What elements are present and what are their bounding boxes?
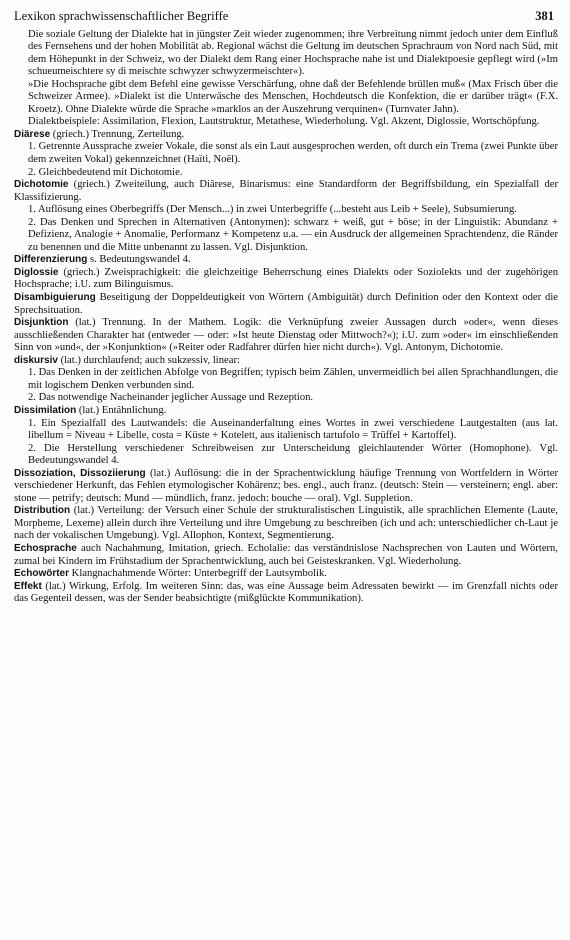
- lexicon-entry: [14, 568, 558, 581]
- entry-definition: [14, 505, 558, 543]
- entry-definition: [14, 581, 558, 606]
- entry-headword: Disambiguierung: [14, 292, 96, 304]
- entry-list: [14, 129, 558, 606]
- lexicon-entry: [14, 405, 558, 468]
- entry-text: (griech.) Trennung, Zerteilung.: [52, 128, 185, 140]
- entry-subparagraph: 2. Das Denken und Sprechen in Alternativen (Antonymen): schwarz + weiß, gut + böse; in der Linguistik: Abundanz + Defizienz, Analogie + Anomalie, Performanz + Kompetenz u.a. — ein Ausdruck der allgemeinen Sprachtendenz, die Ränder zu benennen und die Mitte unbenannt zu lassen. Vgl. Disjunktion.: [28, 216, 558, 253]
- page-header: [14, 10, 558, 23]
- entry-subparagraph: 1. Getrennte Aussprache zweier Vokale, die sonst als ein Laut ausgesprochen werden, oft durch ein Trema (zwei Punkte über dem zweiten Vokal) gekennzeichnet (Haïti, Noël).: [28, 141, 558, 166]
- continuation-block: [14, 29, 558, 129]
- entry-headword: Diärese: [14, 128, 51, 140]
- lexicon-entry: [14, 317, 558, 355]
- lexicon-entry: [14, 129, 558, 179]
- entry-headword: Echowörter: [14, 568, 70, 580]
- page-number: 381: [535, 9, 554, 23]
- entry-definition: [14, 129, 558, 142]
- lexicon-entry: [14, 543, 558, 568]
- entry-text: (griech.) Zweiteilung, auch Diärese, Binarismus: eine Standardform der Begriffsbildung, ein Spezialfall der Klassifizierung.: [14, 179, 558, 203]
- entry-subparagraph: 1. Auflösung eines Oberbegriffs (Der Mensch...) in zwei Unterbegriffe (...besteht aus Leib + Seele), Subsumierung.: [28, 204, 517, 216]
- lexicon-entry: [14, 355, 558, 405]
- lexicon-entry: [14, 267, 558, 292]
- entry-headword: Distribution: [14, 505, 71, 517]
- entry-definition: [14, 267, 558, 292]
- lexicon-entry: [14, 292, 558, 317]
- continuation-paragraph: Dialektbeispiele: Assimilation, Flexion, Lautstruktur, Metathese, Wiederholung. Vgl. Akzent, Diglossie, Wortschöpfung.: [28, 116, 540, 128]
- entry-definition: [14, 543, 558, 568]
- entry-text: (lat.) durchlaufend; auch sukzessiv, linear:: [60, 354, 240, 366]
- entry-headword: Dissoziation, Dissoziierung: [14, 467, 146, 479]
- entry-definition: [14, 468, 558, 506]
- lexicon-entry: [14, 468, 558, 506]
- entry-headword: Dichotomie: [14, 179, 69, 191]
- entry-headword: Disjunktion: [14, 317, 69, 329]
- entry-text: Klangnachahmende Wörter: Unterbegriff der Lautsymbolik.: [71, 568, 327, 580]
- entry-definition: [14, 292, 558, 317]
- continuation-paragraph: »Die Hochsprache gibt dem Befehl eine gewisse Verschärfung, ohne daß der Befehlende brüllen muß« (Max Frisch über die Schweizer Armee). »Dialekt ist die Unterwäsche des Menschen, Hochdeutsch die Konfektion, die er darüber trägt« (F.X. Kroetz). Ohne Dialekte würde die Sprache »marklos an der Auszehrung verquinen« (Turnvater Jahn).: [28, 78, 558, 115]
- entry-headword: diskursiv: [14, 354, 58, 366]
- entry-text: (griech.) Zweisprachigkeit: die gleichzeitige Beherrschung eines Dialekts oder Soziolekts und der zugehörigen Hochsprache; i.U. zum Bilinguismus.: [14, 266, 558, 291]
- running-title: Lexikon sprachwissenschaftlicher Begriffe: [14, 9, 229, 23]
- entry-definition: [14, 405, 558, 418]
- entry-definition: [14, 254, 558, 267]
- entry-subparagraph: 1. Ein Spezialfall des Lautwandels: die Auseinanderfaltung eines Wortes in zwei verschiedene Lautgestalten (aus lat. libellum = Niveau + Libelle, costa = Küste + Kotelett, aus italienisch tartufolo = Trüffel + Kartoffel).: [28, 417, 558, 442]
- entry-text: s. Bedeutungswandel 4.: [90, 254, 191, 266]
- entry-text: (lat.) Auflösung: die in der Sprachentwicklung häufige Trennung von Wortfeldern in Wörter verschiedener Herkunft, das Fehlen etymologischer Kohärenz; bes. engl., auch franz. (deutsch: Stein — versteinern; engl. aber: stone — petrify; deutsch: Mund — mündlich, franz. jedoch: bouche — oral). Vgl. Suppletion.: [14, 467, 558, 504]
- entry-subparagraph: 2. Das notwendige Nacheinander jeglicher Aussage und Rezeption.: [28, 392, 314, 404]
- entry-subparagraph: 2. Die Herstellung verschiedener Schreibweisen zur Unterscheidung gleichlautender Wörter (Homophone). Vgl. Bedeutungswandel 4.: [28, 442, 558, 467]
- entry-headword: Echosprache: [14, 542, 77, 554]
- entry-text: Beseitigung der Doppeldeutigkeit von Wörtern (Ambiguität) durch Definition oder den Kontext oder die Sprechsituation.: [14, 292, 559, 316]
- entry-definition: [14, 179, 558, 204]
- entry-text: (lat.) Entähnlichung.: [78, 404, 167, 416]
- entry-definition: [14, 355, 558, 368]
- lexicon-entry: [14, 179, 558, 254]
- entry-text: (lat.) Wirkung, Erfolg. Im weiteren Sinn: das, was eine Aussage beim Adressaten bewirkt — im Grenzfall nichts oder das Gegenteil dessen, was der Sender beabsichtigte (mißglückte Kommunikation).: [14, 580, 558, 605]
- entry-definition: [14, 317, 558, 355]
- entry-text: (lat.) Verteilung: der Versuch einer Schule der strukturalistischen Linguistik, alle sprachlichen Elemente (Laute, Morpheme, Lexeme) allein durch ihre Verteilung und ihre Umgebung zu beschreiben (ich und ach: unterschiedlicher ch-Laut je nach der vokalischen Umgebung). Vgl. Allophon, Kontext, Segmentierung.: [14, 505, 559, 542]
- entry-definition: [14, 568, 558, 581]
- entry-headword: Diglossie: [14, 266, 59, 278]
- entry-subparagraph: 1. Das Denken in der zeitlichen Abfolge von Begriffen; typisch beim Zählen, unvermeidlich bei allen Sprachhandlungen, die mit logischem Denken verbunden sind.: [28, 367, 558, 391]
- entry-subparagraph: 2. Gleichbedeutend mit Dichotomie.: [28, 166, 183, 178]
- lexicon-entry: [14, 254, 558, 267]
- lexicon-entry: [14, 505, 558, 543]
- entry-headword: Differenzierung: [14, 254, 88, 266]
- entry-headword: Effekt: [14, 580, 42, 592]
- continuation-paragraph: Die soziale Geltung der Dialekte hat in jüngster Zeit wieder zugenommen; ihre Verbreitung nimmt jedoch unter dem Einfluß des Fernsehens und der hohen Mobilität ab. Regional wächst die Geltung im deutschen Sprachraum von Nord nach Süd, mit dem Höhepunkt in der Schweiz, wo der Dialekt dem Rang einer Hochsprache nahe ist und Dialektpoesie gepflegt wird (»Im schueumeischtere sy di meischte schwyzer schwyzermeischter«).: [28, 28, 558, 78]
- entry-text: auch Nachahmung, Imitation, griech. Echolalie: das verständnislose Nachsprechen von Lauten und Wörtern, zumal bei Kindern im Frühstadium der Sprachentwicklung, auch bei Geisteskranken. Vgl. Wiederholung.: [14, 542, 559, 567]
- entry-text: (lat.) Trennung. In der Mathem. Logik: die Verknüpfung zweier Aussagen durch »oder«, wenn dieses ausschließenden Charakter hat (entweder — oder: »Ist heute Dienstag oder Mittwoch?«); i.U. zum »oder« im einschließenden Sinn von »und«, der »Konjunktion« (»Reiter oder Radfahrer dürfen hier nicht durch«). Vgl. Antonym, Dichotomie.: [14, 317, 558, 354]
- entry-headword: Dissimilation: [14, 404, 77, 416]
- lexicon-entry: [14, 581, 558, 606]
